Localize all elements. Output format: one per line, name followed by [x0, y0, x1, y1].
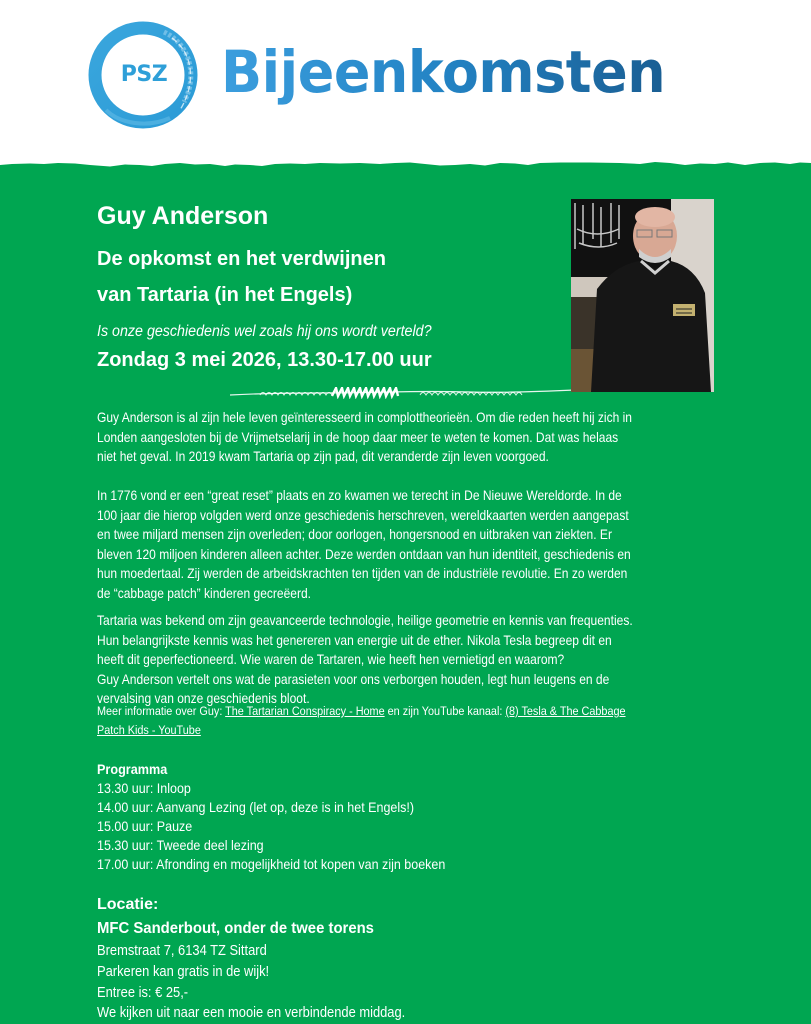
paragraph-line: Tartaria was bekend om zijn geavanceerde technologie, heilige geometrie en kennis van frequenties. — [97, 613, 633, 628]
paragraph-line: en twee miljard mensen zijn overleden; door oorlogen, hongersnood en uitbraken van ziekten. Er — [97, 527, 612, 542]
programme-heading: Programma — [97, 762, 168, 777]
programme-item: 15.00 uur: Pauze — [97, 819, 193, 834]
programme-item: 15.30 uur: Tweede deel lezing — [97, 838, 264, 853]
brush-stroke-divider — [230, 387, 575, 399]
youtube-channel-link-continued[interactable]: Patch Kids - YouTube — [97, 723, 201, 737]
more-info-prefix: Meer informatie over Guy: — [97, 704, 226, 718]
paragraph-line: 100 jaar die hierop volgden werd onze geschiedenis herschreven, wereldkaarten werden aangepast — [97, 507, 629, 523]
paragraph-line: In 1776 vond er een “great reset” plaats en zo kwamen we terecht in De Nieuwe Wereldorde. In de — [97, 488, 622, 503]
location-address: Bremstraat 7, 6134 TZ Sittard — [97, 943, 267, 959]
event-title-line-2: van Tartaria (in het Engels) — [97, 284, 353, 306]
tartarian-conspiracy-link[interactable]: The Tartarian Conspiracy - Home — [225, 704, 385, 718]
history-paragraph — [97, 486, 737, 603]
event-title-line-1: De opkomst en het verdwijnen — [97, 248, 386, 270]
header — [0, 0, 811, 170]
paragraph-line: de “cabbage patch” kinderen gecreëerd. — [97, 585, 312, 601]
paragraph-line: niet het geval. In 2019 kwam Tartaria op zijn pad, dit veranderde zijn leven voorgoed. — [97, 449, 549, 464]
brand-title-text: Bijeenkomsten — [221, 32, 665, 112]
paragraph-line: vervalsing van onze geschiedenis bloot. — [97, 691, 310, 706]
location-section — [97, 893, 443, 1024]
location-closing: We kijken uit naar een mooie en verbindende middag. — [97, 1005, 406, 1022]
tartaria-paragraph — [97, 611, 737, 709]
paragraph-line: bleven 120 miljoen kinderen alleen achter. Deze werden ontdaan van hun identiteit, geschiedenis en — [97, 546, 631, 562]
speaker-name: Guy Anderson — [97, 202, 269, 230]
speaker-photo-image — [571, 199, 714, 392]
more-info-line-1 — [97, 702, 657, 721]
youtube-channel-link[interactable]: (8) Tesla & The Cabbage — [505, 704, 626, 718]
event-tagline: Is onze geschiedenis wel zoals hij ons wordt verteld? — [97, 323, 432, 340]
intro-paragraph — [97, 408, 737, 467]
psz-logo-text: PSZ — [120, 62, 168, 87]
location-entry-fee: Entree is: € 25,- — [97, 984, 189, 1001]
more-info — [97, 702, 737, 740]
programme-item: 17.00 uur: Afronding en mogelijkheid tot kopen van zijn boeken — [97, 857, 446, 872]
programme-section — [97, 760, 476, 874]
location-parking: Parkeren kan gratis in de wijk! — [97, 963, 270, 980]
location-venue: MFC Sanderbout, onder de twee torens — [97, 920, 374, 937]
location-heading: Locatie: — [97, 896, 159, 913]
programme-item: 13.30 uur: Inloop — [97, 781, 191, 796]
brand-title — [221, 32, 699, 112]
programme-item: 14.00 uur: Aanvang Lezing (let op, deze is in het Engels!) — [97, 800, 415, 815]
paragraph-line: hun moedertaal. Zij werden de arbeidskrachten ten tijden van de industriële revolutie. En zo werden — [97, 566, 628, 581]
more-info-middle: en zijn YouTube kanaal: — [384, 704, 506, 718]
paragraph-line: Guy Anderson vertelt ons wat de parasieten voor ons verborgen houden, legt hun leugens en de — [97, 671, 610, 687]
speaker-photo — [571, 199, 714, 392]
paragraph-line: Guy Anderson is al zijn hele leven geïnteresseerd in complottheorieën. Om die reden heeft hij zich in — [97, 410, 632, 425]
event-date: Zondag 3 mei 2026, 13.30-17.00 uur — [97, 349, 432, 371]
paragraph-line: Londen aangesloten bij de Vrijmetselarij in de hoop daar meer te weten te komen. Dat was helaas — [97, 429, 619, 445]
more-info-line-2 — [97, 721, 657, 740]
paragraph-line: heeft dit geperfectioneerd. Wie waren de Tartaren, wie heeft hen vernietigd en waarom? — [97, 652, 565, 667]
paragraph-line: Hun belangrijkste kennis was het genereren van energie uit de ether. Nikola Tesla begreep dit en — [97, 632, 612, 648]
